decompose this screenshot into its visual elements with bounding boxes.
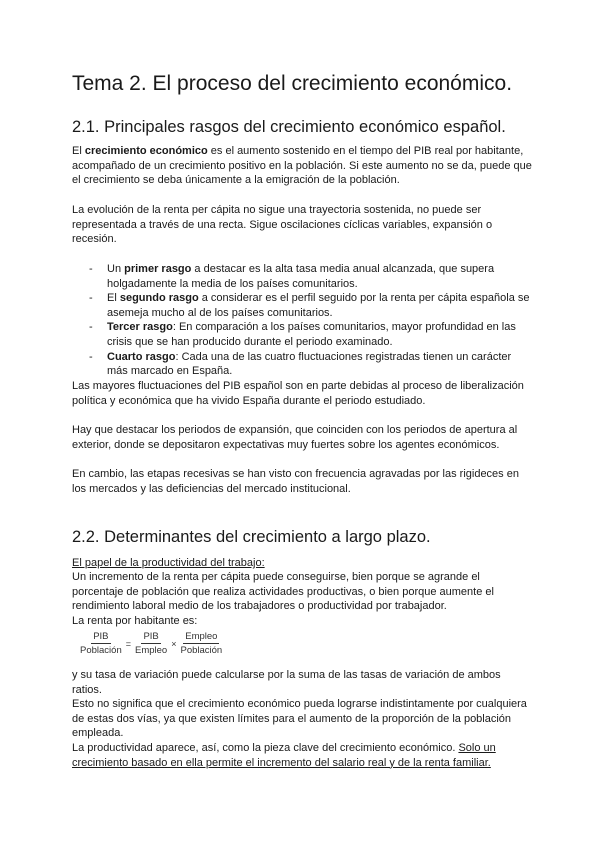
list-item: - El segundo rasgo a considerar es el perfil seguido por la renta per cápita española se asemeja mucho al de los países comunitarios. [89, 292, 530, 319]
section-1-paragraph-2: La evolución de la renta per cápita no sigue una trayectoria sostenida, no puede ser representada a través de una recta. Sigue oscilaciones cíclicas variables, expansión o recesión. [72, 204, 493, 246]
section-2-paragraph-5: La productividad aparece, así, como la pieza clave del crecimiento económico. Solo un crecimiento basado en ella permite el incremento del salario real y de la renta familiar. [72, 742, 496, 769]
section-2-paragraph-4: Esto no significa que el crecimiento económico pueda lograrse indistintamente por cualquiera de estas dos vías, ya que existen límites para el aumento de la proporción de la población empleada. [72, 698, 527, 740]
term-crecimiento-economico: crecimiento económico [84, 145, 208, 157]
times-sign: × [171, 638, 177, 649]
fraction-pib-empleo: $\frac{\text{PIB}}{\text{Empleo}}$ [135, 631, 168, 656]
rasgos-list [72, 262, 532, 379]
section-1-heading: 2.1. Principales rasgos del crecimiento económico español. [72, 118, 506, 136]
section-2-heading: 2.2. Determinantes del crecimiento a largo plazo. [72, 528, 431, 546]
section-2-paragraph-2: La renta por habitante es: [72, 615, 198, 627]
section-2-paragraph-1: Un incremento de la renta per cápita puede conseguirse, bien porque se agrande el porcentaje de población que realiza actividades productivas, o bien porque aumente el rendimiento laboral medio de los trabajadores o productividad por trabajador. [72, 571, 494, 613]
section-2-paragraph-3: y su tasa de variación puede calcularse por la suma de las tasas de variación de ambos ratios. [72, 669, 501, 696]
fraction-empleo-poblacion: $\frac{\text{Empleo}}{\text{Población}}$ [180, 631, 223, 656]
section-1-paragraph-4: Hay que destacar los periodos de expansión, que coinciden con los periodos de apertura al exterior, donde se depositaron expectativas muy fuertes sobre los agentes económicos. [72, 424, 518, 451]
fraction-pib-poblacion: $\frac{\text{PIB}}{\text{Población}}$ [80, 631, 122, 656]
list-item: - Tercer rasgo: En comparación a los países comunitarios, mayor profundidad en las crisis que se han producido durante el periodo examinado. [89, 321, 516, 348]
section-1-paragraph-5: En cambio, las etapas recesivas se han visto con frecuencia agravadas por las rigideces en los mercados y las deficiencias del mercado institucional. [72, 468, 519, 495]
section-1-paragraph-1: El crecimiento económico es el aumento sostenido en el tiempo del PIB real por habitante, acompañado de un crecimiento positivo en la población. Si este aumento no se da, puede que el crecimiento se deba únicamente a la emigración de la población. [72, 145, 532, 187]
section-2-subheading: El papel de la productividad del trabajo: [72, 557, 265, 569]
document-title: Tema 2. El proceso del crecimiento económico. [72, 72, 513, 95]
list-item: - Un primer rasgo a destacar es la alta tasa media anual alcanzada, que supera holgadamente la media de los países comunitarios. [89, 263, 495, 290]
renta-formula [78, 631, 224, 656]
section-1-paragraph-3: Las mayores fluctuaciones del PIB español son en parte debidas al proceso de liberalización política y económica que ha vivido España durante el periodo estudiado. [72, 380, 524, 407]
equals-sign: = [125, 638, 131, 649]
list-item: - Cuarto rasgo: Cada una de las cuatro fluctuaciones registradas tienen un carácter más marcado en España. [89, 350, 512, 378]
